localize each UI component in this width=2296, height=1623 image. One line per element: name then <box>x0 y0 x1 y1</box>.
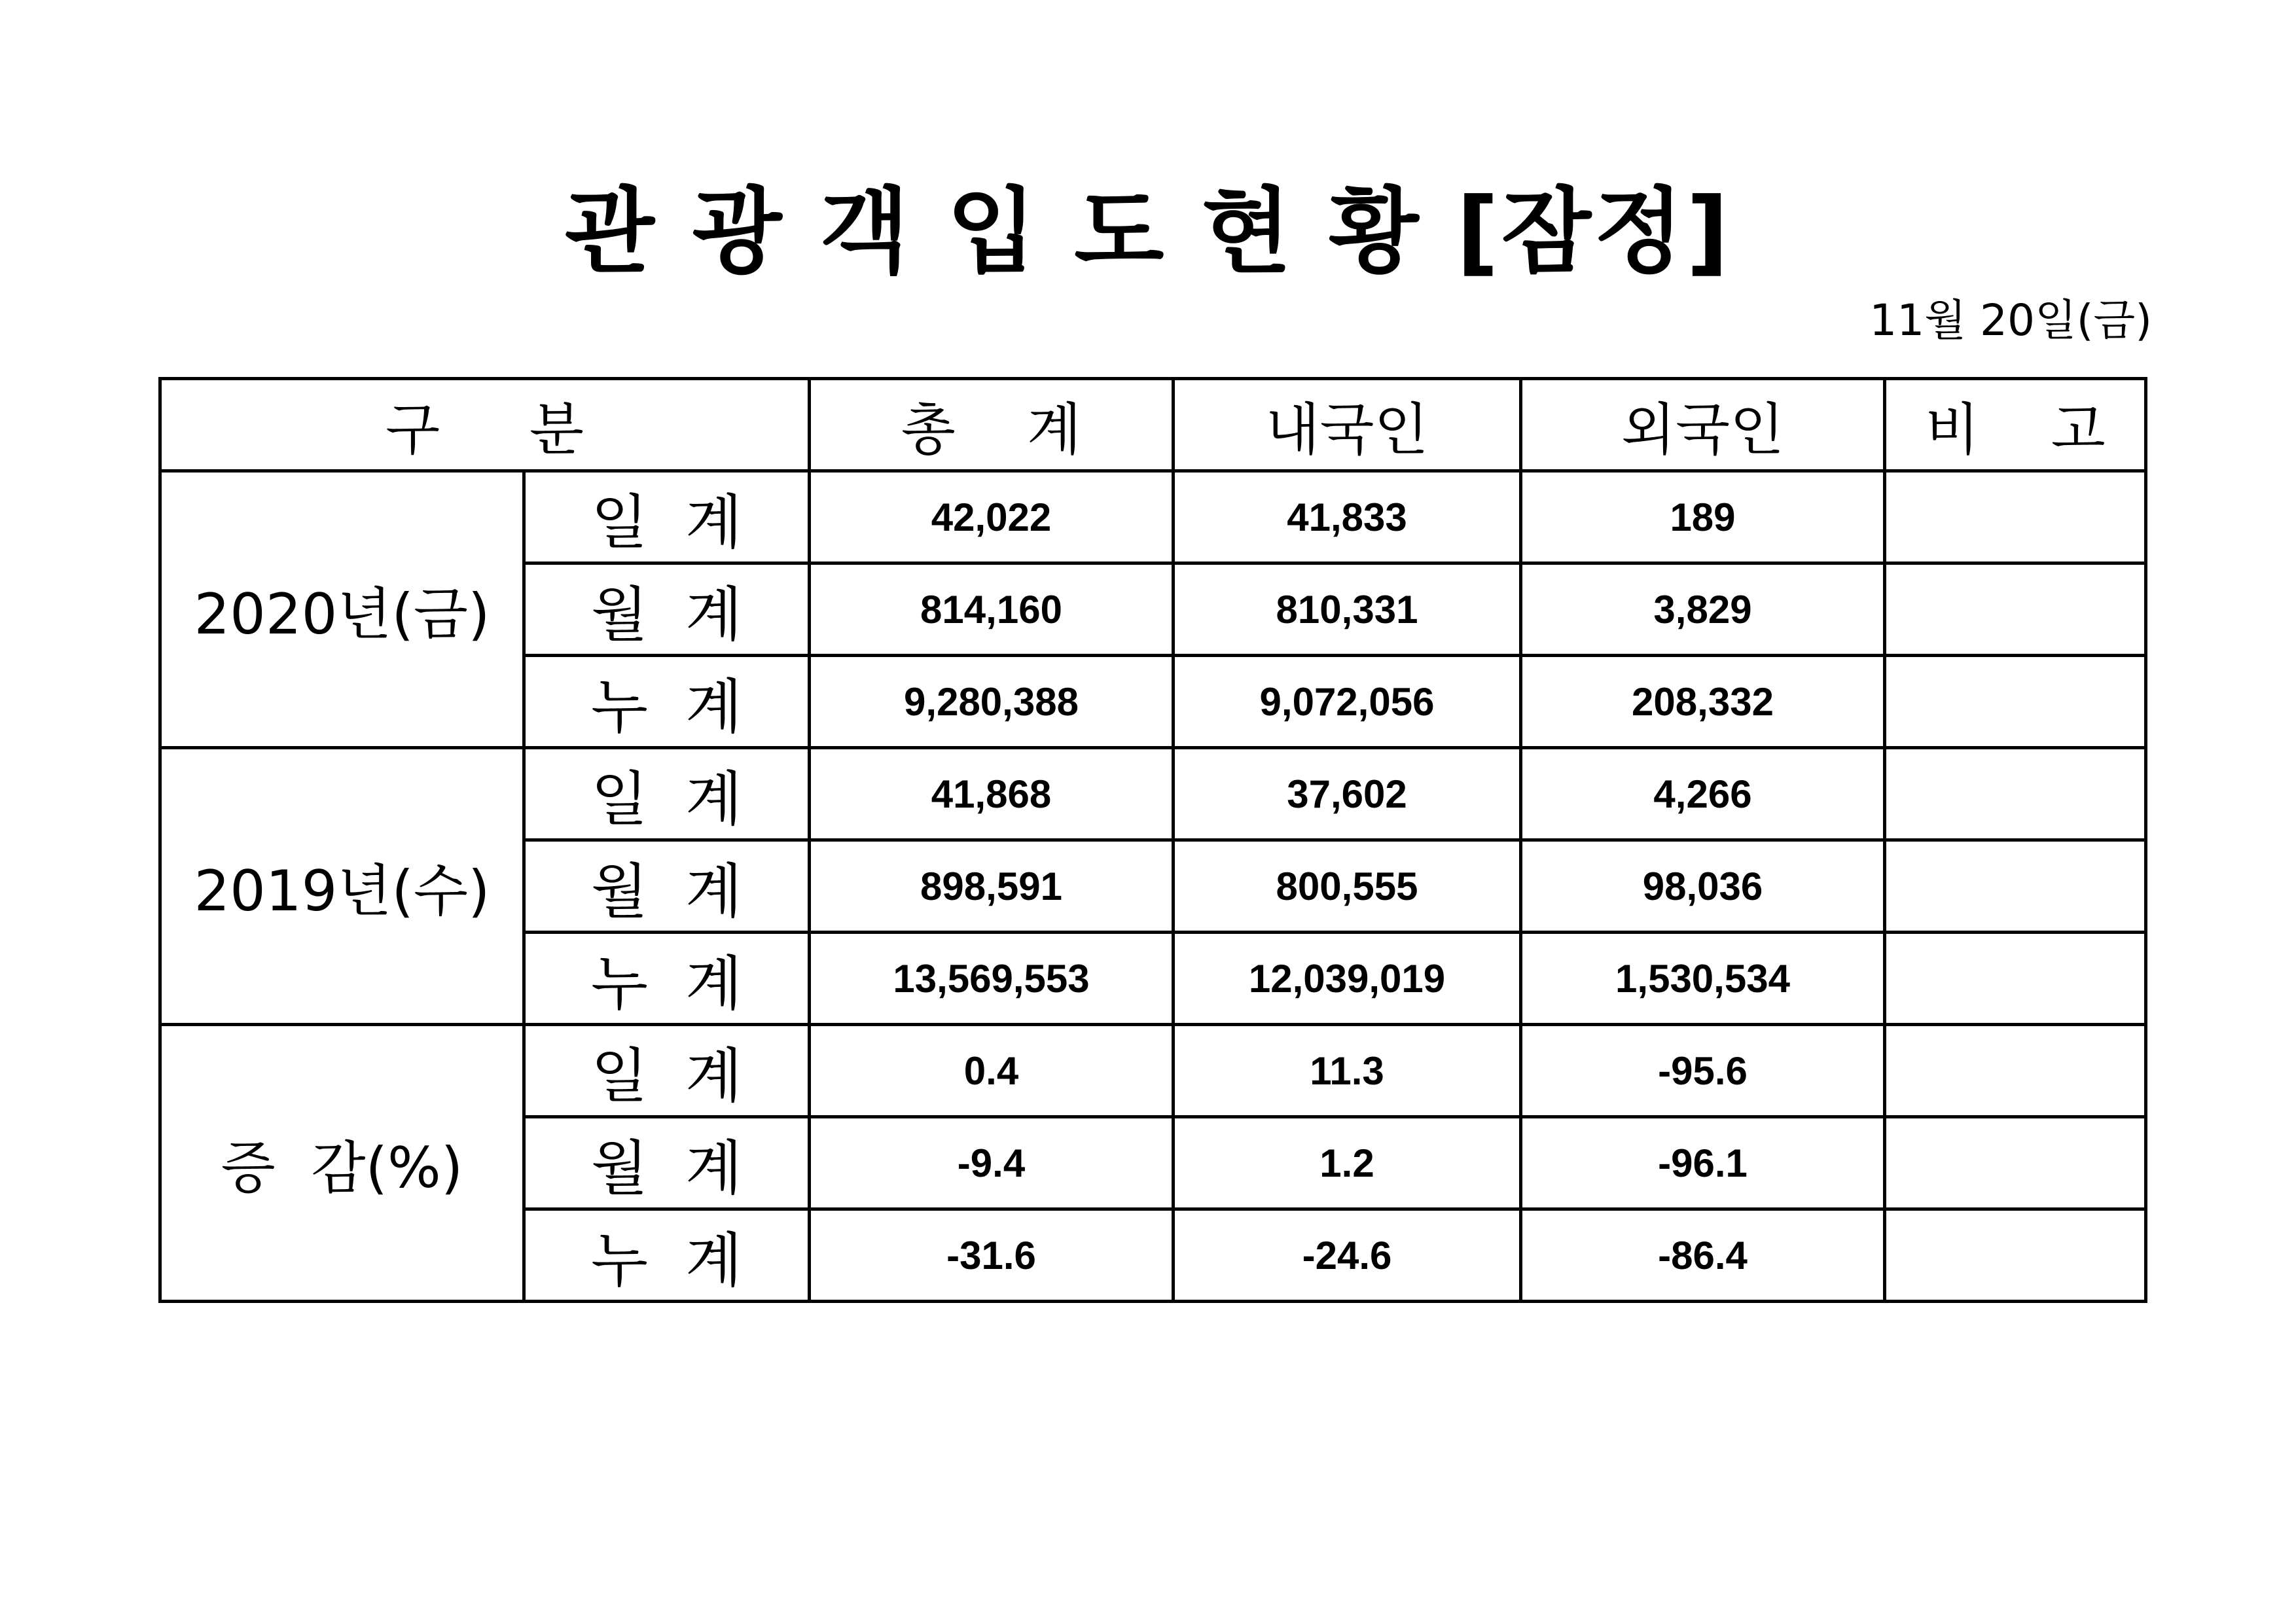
cell-foreign: -95.6 <box>1521 1025 1885 1117</box>
cell-total: -9.4 <box>810 1117 1174 1209</box>
header-row <box>160 379 2146 471</box>
cell-domestic: 12,039,019 <box>1174 933 1521 1025</box>
period-label: 누 계 <box>524 1209 810 1302</box>
cell-domestic: 800,555 <box>1174 840 1521 933</box>
cell-remarks <box>1885 471 2146 563</box>
cell-foreign: 1,530,534 <box>1521 933 1885 1025</box>
cell-foreign: -86.4 <box>1521 1209 1885 1302</box>
header-domestic: 내국인 <box>1174 379 1521 471</box>
period-label: 월 계 <box>524 563 810 656</box>
group-label: 2019년(수) <box>160 748 524 1025</box>
period-label: 일 계 <box>524 1025 810 1117</box>
cell-total: 13,569,553 <box>810 933 1174 1025</box>
cell-domestic: 11.3 <box>1174 1025 1521 1117</box>
cell-total: 814,160 <box>810 563 1174 656</box>
cell-remarks <box>1885 656 2146 748</box>
period-label: 일 계 <box>524 748 810 840</box>
table-row <box>160 1025 2146 1117</box>
header-remarks: 비 고 <box>1885 379 2146 471</box>
table-row <box>160 471 2146 563</box>
cell-total: 42,022 <box>810 471 1174 563</box>
cell-remarks <box>1885 748 2146 840</box>
cell-remarks <box>1885 1025 2146 1117</box>
cell-domestic: 1.2 <box>1174 1117 1521 1209</box>
cell-foreign: 3,829 <box>1521 563 1885 656</box>
cell-foreign: 4,266 <box>1521 748 1885 840</box>
table-row <box>160 748 2146 840</box>
cell-remarks <box>1885 933 2146 1025</box>
cell-total: 9,280,388 <box>810 656 1174 748</box>
group-label: 증 감(%) <box>160 1025 524 1302</box>
cell-total: 41,868 <box>810 748 1174 840</box>
header-category: 구 분 <box>160 379 810 471</box>
cell-total: 898,591 <box>810 840 1174 933</box>
cell-foreign: 98,036 <box>1521 840 1885 933</box>
period-label: 일 계 <box>524 471 810 563</box>
cell-total: -31.6 <box>810 1209 1174 1302</box>
document-title: 관 광 객 입 도 현 황 [잠정] <box>564 178 1732 286</box>
group-label: 2020년(금) <box>160 471 524 748</box>
cell-remarks <box>1885 563 2146 656</box>
header-foreign: 외국인 <box>1521 379 1885 471</box>
cell-total: 0.4 <box>810 1025 1174 1117</box>
cell-domestic: 41,833 <box>1174 471 1521 563</box>
header-total: 총 계 <box>810 379 1174 471</box>
cell-domestic: 37,602 <box>1174 748 1521 840</box>
period-label: 월 계 <box>524 840 810 933</box>
report-date: 11월 20일(금) <box>1869 295 2152 346</box>
cell-foreign: 208,332 <box>1521 656 1885 748</box>
tourist-arrivals-table <box>158 377 2147 1303</box>
cell-domestic: -24.6 <box>1174 1209 1521 1302</box>
period-label: 누 계 <box>524 933 810 1025</box>
cell-domestic: 810,331 <box>1174 563 1521 656</box>
period-label: 누 계 <box>524 656 810 748</box>
cell-domestic: 9,072,056 <box>1174 656 1521 748</box>
period-label: 월 계 <box>524 1117 810 1209</box>
cell-remarks <box>1885 840 2146 933</box>
cell-foreign: 189 <box>1521 471 1885 563</box>
cell-remarks <box>1885 1209 2146 1302</box>
cell-remarks <box>1885 1117 2146 1209</box>
cell-foreign: -96.1 <box>1521 1117 1885 1209</box>
